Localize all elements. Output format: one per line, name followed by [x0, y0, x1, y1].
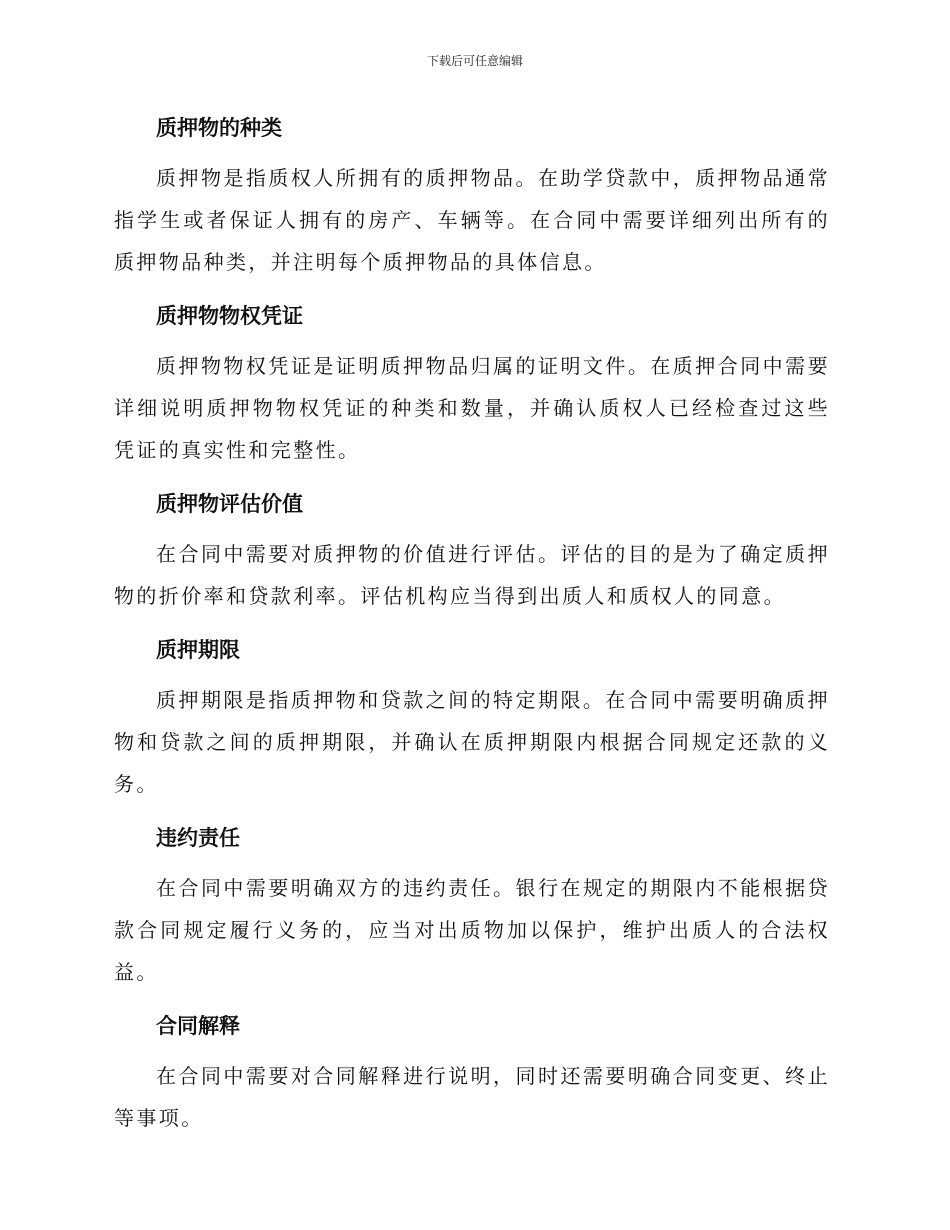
section-heading: 违约责任 — [156, 825, 240, 850]
section-paragraph: 质押期限是指质押物和贷款之间的特定期限。在合同中需要明确质押物和贷款之间的质押期限，并确认在质押期限内根据合同规定还款的义务。 — [114, 688, 830, 796]
section-heading: 质押物的种类 — [156, 115, 282, 140]
section-paragraph: 质押物物权凭证是证明质押物品归属的证明文件。在质押合同中需要详细说明质押物物权凭证的种类和数量，并确认质权人已经检查过这些凭证的真实性和完整性。 — [114, 354, 830, 462]
section-paragraph: 在合同中需要对合同解释进行说明，同时还需要明确合同变更、终止等事项。 — [114, 1064, 830, 1130]
section-heading: 质押期限 — [156, 637, 240, 662]
section-heading: 合同解释 — [156, 1013, 240, 1038]
section-paragraph: 在合同中需要对质押物的价值进行评估。评估的目的是为了确定质押物的折价率和贷款利率。评估机构应当得到出质人和质权人的同意。 — [114, 542, 830, 608]
document-content — [114, 107, 830, 1151]
page-header: 下载后可任意编辑 — [426, 54, 523, 68]
section-certificate — [114, 295, 830, 471]
section-paragraph: 在合同中需要明确双方的违约责任。银行在规定的期限内不能根据贷款合同规定履行义务的，应当对出质物加以保护，维护出质人的合法权益。 — [114, 876, 830, 984]
section-liability — [114, 817, 830, 993]
section-types — [114, 107, 830, 283]
section-term — [114, 629, 830, 805]
section-interpretation — [114, 1005, 830, 1139]
section-heading: 质押物评估价值 — [156, 491, 303, 516]
section-valuation — [114, 483, 830, 617]
section-heading: 质押物物权凭证 — [156, 303, 303, 328]
section-paragraph: 质押物是指质权人所拥有的质押物品。在助学贷款中，质押物品通常指学生或者保证人拥有的房产、车辆等。在合同中需要详细列出所有的质押物品种类，并注明每个质押物品的具体信息。 — [114, 166, 830, 274]
